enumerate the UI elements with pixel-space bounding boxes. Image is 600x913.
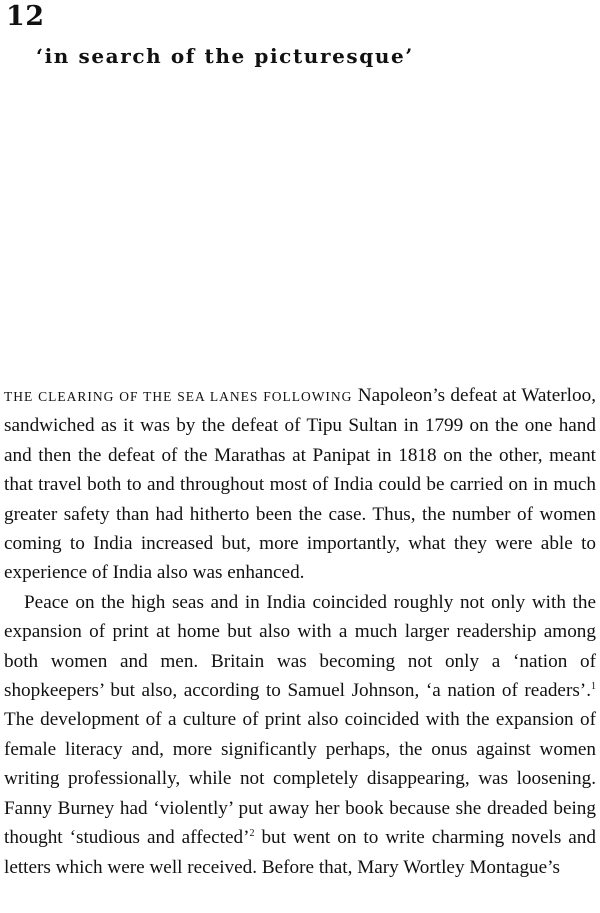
paragraph-2-text-2: The development of a culture of print also coincided with the expansion of female literacy and, more significantly perhaps, the onus against women writing professionally, while not completely disappearing, was loosening. Fanny Burney had ‘violently’ put away her book because she dreaded being thought ‘studious and affected’ bbox=[4, 709, 596, 849]
lead-in-small-caps: THE CLEARING OF THE SEA LANES FOLLOWING bbox=[4, 389, 353, 404]
paragraph-2 bbox=[4, 588, 596, 882]
footnote-ref-1: 1 bbox=[591, 681, 596, 693]
paragraph-2-text-3: but went on to write charming novels and letters which were well received. Before that, Mary Wortley Montague’s bbox=[4, 827, 596, 878]
chapter-title: ‘in search of the picturesque’ bbox=[36, 44, 414, 68]
paragraph-1-text: Napoleon’s defeat at Waterloo, sandwiched as it was by the defeat of Tipu Sultan in 1799 on the one hand and then the defeat of the Marathas at Panipat in 1818 on the other, meant that travel both to and throughout most of India could be carried on in much greater safety than had hitherto been the case. Thus, the number of women coming to India increased but, more importantly, what they were able to experience of India also was enhanced. bbox=[4, 385, 596, 584]
footnote-ref-2: 2 bbox=[249, 828, 255, 840]
chapter-number: 12 bbox=[6, 1, 45, 32]
paragraph-1 bbox=[4, 381, 596, 588]
paragraph-2-text-1: Peace on the high seas and in India coincided roughly not only with the expansion of print at home but also with a much larger readership among both women and men. Britain was becoming not only a ‘nation of shopkeepers’ but also, according to Samuel Johnson, ‘a nation of readers’. bbox=[4, 591, 596, 702]
chapter-body bbox=[4, 381, 596, 882]
